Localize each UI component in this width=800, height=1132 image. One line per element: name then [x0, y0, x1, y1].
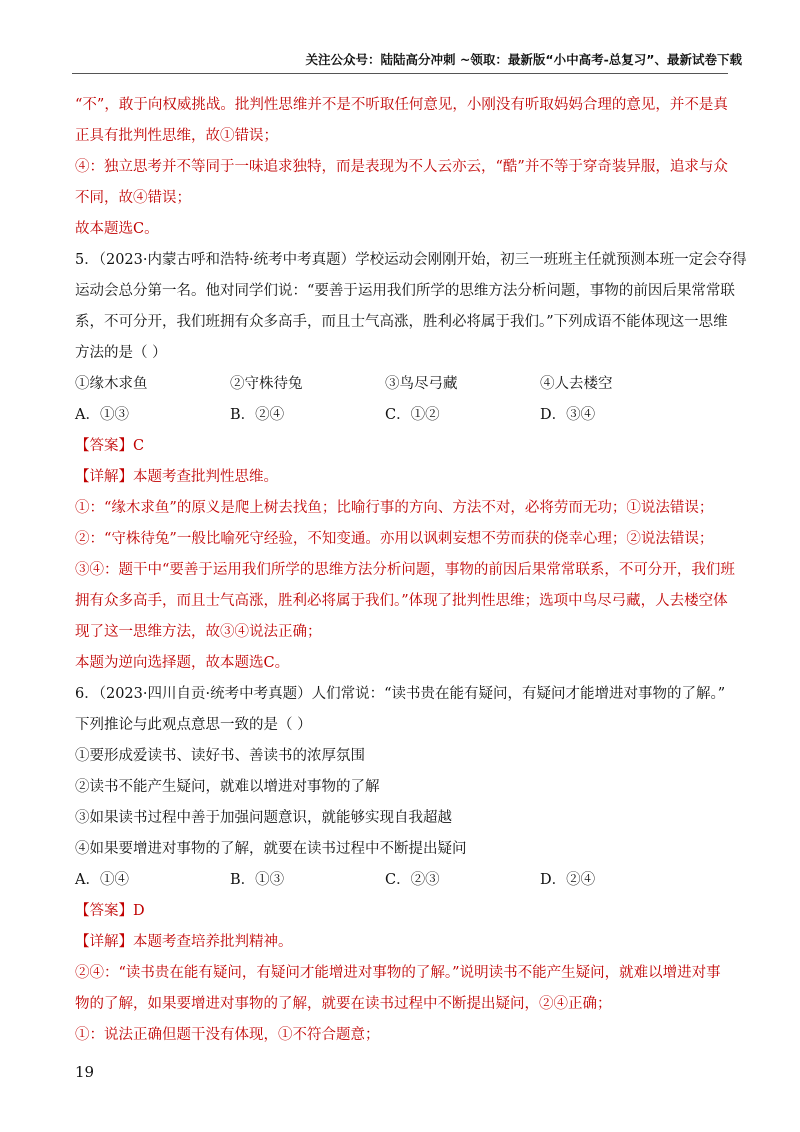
q6-option-c: C．②③	[385, 872, 440, 888]
q5-stem-line: 系，不可分开，我们班拥有众多高手，而且士气高涨，胜利必将属于我们。”下列成语不能体现这一思维	[75, 314, 728, 330]
q5-detail-line: 【详解】本题考查批判性思维。	[75, 469, 278, 485]
prev-explanation-line: 正具有批判性思维，故①错误；	[75, 128, 278, 144]
prev-explanation-line: ④：独立思考并不等同于一味追求独特，而是表现为不人云亦云，“酷”并不等于穿奇装异服，追求与众	[75, 159, 728, 175]
q5-stem-line: 方法的是（ ）	[75, 345, 167, 361]
q6-stem-line: 下列推论与此观点意思一致的是（ ）	[75, 717, 312, 733]
page-header: 关注公众号：陆陆高分冲刺 ~领取：最新版“小中高考-总复习”、最新试卷下载	[305, 52, 742, 67]
q6-item: ①要形成爱读书、读好书、善读书的浓厚氛围	[75, 748, 365, 764]
q5-detail-line: ②：“守株待兔”一般比喻死守经验，不知变通。亦用以讽刺妄想不劳而获的侥幸心理；②说法错误；	[75, 531, 714, 547]
q6-item: ④如果要增进对事物的了解，就要在读书过程中不断提出疑问	[75, 841, 467, 857]
q5-options	[75, 404, 735, 435]
prev-explanation-line: “不”，敢于向权威挑战。批判性思维并不是不听取任何意见，小刚没有听取妈妈合理的意见，并不是真	[75, 97, 728, 113]
q5-detail-line: ①：“缘木求鱼”的原义是爬上树去找鱼；比喻行事的方向、方法不对，必将劳而无功；①说法错误；	[75, 500, 714, 516]
q5-detail-line: ③④：题干中“要善于运用我们所学的思维方法分析问题，事物的前因后果常常联系，不可分开，我们班	[75, 562, 735, 578]
q5-answer: 【答案】C	[75, 438, 145, 454]
page-number: 19	[75, 1063, 95, 1081]
q5-option-b: B．②④	[230, 407, 285, 423]
q5-stem-line: 运动会总分第一名。他对同学们说：“要善于运用我们所学的思维方法分析问题，事物的前因后果常常联	[75, 283, 735, 299]
q5-conclusion: 本题为逆向选择题，故本题选C。	[75, 655, 290, 671]
q6-detail-line: ①：说法正确但题干没有体现，①不符合题意；	[75, 1027, 380, 1043]
q5-items	[75, 373, 735, 404]
q6-answer: 【答案】D	[75, 903, 145, 919]
prev-explanation-line: 不同，故④错误；	[75, 190, 191, 206]
q6-detail-line: ②④：“读书贵在能有疑问，有疑问才能增进对事物的了解。”说明读书不能产生疑问，就难以增进对事	[75, 965, 721, 981]
q5-item: ③鸟尽弓藏	[385, 376, 458, 392]
q6-option-a: A．①④	[75, 872, 129, 888]
q6-options	[75, 869, 735, 900]
q6-item: ③如果读书过程中善于加强问题意识，就能够实现自我超越	[75, 810, 452, 826]
q6-stem-line: 6．（2023·四川自贡·统考中考真题）人们常说：“读书贵在能有疑问，有疑问才能增进对事物的了解。”	[75, 686, 726, 702]
q5-item: ④人去楼空	[540, 376, 613, 392]
page-content	[75, 94, 747, 1055]
q6-option-d: D．②④	[540, 872, 596, 888]
q5-item: ②守株待兔	[230, 376, 303, 392]
q6-option-b: B．①③	[230, 872, 285, 888]
q6-detail-line: 物的了解，如果要增进对事物的了解，就要在读书过程中不断提出疑问，②④正确；	[75, 996, 612, 1012]
prev-conclusion: 故本题选C。	[75, 221, 159, 237]
header-rule	[72, 73, 728, 74]
q6-detail-line: 【详解】本题考查培养批判精神。	[75, 934, 293, 950]
q6-item: ②读书不能产生疑问，就难以增进对事物的了解	[75, 779, 380, 795]
q5-option-c: C．①②	[385, 407, 440, 423]
q5-stem-line: 5．（2023·内蒙古呼和浩特·统考中考真题）学校运动会刚刚开始，初三一班班主任就预测本班一定会夺得	[75, 252, 747, 268]
q5-item: ①缘木求鱼	[75, 376, 148, 392]
q5-option-a: A．①③	[75, 407, 129, 423]
q5-detail-line: 现了这一思维方法，故③④说法正确；	[75, 624, 322, 640]
q5-option-d: D．③④	[540, 407, 596, 423]
q5-detail-line: 拥有众多高手，而且士气高涨，胜利必将属于我们。”体现了批判性思维；选项中鸟尽弓藏，人去楼空体	[75, 593, 728, 609]
